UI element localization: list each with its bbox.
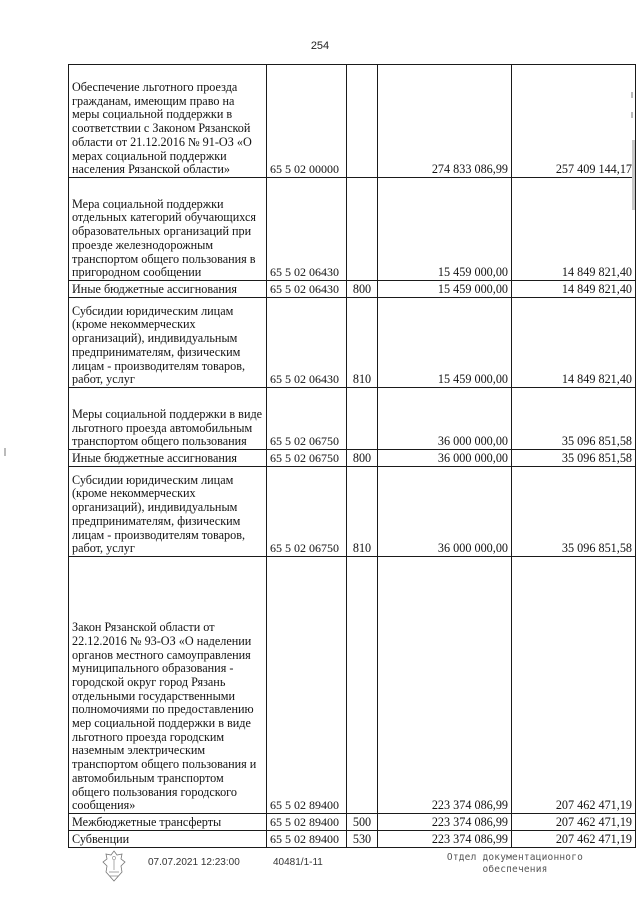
page-number: 254 (310, 40, 330, 52)
row-code: 65 5 02 06430 (267, 178, 347, 281)
department-stamp (430, 852, 600, 876)
row-exec: 35 096 851,58 (512, 450, 636, 467)
row-type: 500 (347, 814, 378, 831)
row-type: 810 (347, 298, 378, 388)
row-code: 65 5 02 00000 (267, 65, 347, 178)
row-code: 65 5 02 89400 (267, 557, 347, 814)
row-code: 65 5 02 06430 (267, 298, 347, 388)
table-row (69, 831, 636, 848)
row-exec: 35 096 851,58 (512, 467, 636, 557)
row-type: 800 (347, 450, 378, 467)
table-row (69, 814, 636, 831)
footer-datetime: 07.07.2021 12:23:00 (148, 857, 240, 868)
row-name: Субвенции (69, 831, 267, 848)
row-name: Субсидии юридическим лицам (кроме некоммерческих организаций), индивидуальным предпринимателям, физическим лицам - производителям товаров, работ, услуг (69, 467, 267, 557)
row-plan: 274 833 086,99 (378, 65, 512, 178)
row-type (347, 388, 378, 450)
row-plan: 36 000 000,00 (378, 467, 512, 557)
row-type: 810 (347, 467, 378, 557)
scan-edge-mark (4, 448, 6, 456)
row-plan: 15 459 000,00 (378, 178, 512, 281)
row-exec: 35 096 851,58 (512, 388, 636, 450)
scan-edge-mark (631, 92, 633, 98)
row-plan: 15 459 000,00 (378, 281, 512, 298)
table-row (69, 281, 636, 298)
row-code: 65 5 02 89400 (267, 814, 347, 831)
row-name: Субсидии юридическим лицам (кроме некоммерческих организаций), индивидуальным предпринимателям, физическим лицам - производителям товаров, работ, услуг (69, 298, 267, 388)
row-name: Меры социальной поддержки в виде льготного проезда автомобильным транспортом общего пользования (69, 388, 267, 450)
row-name: Иные бюджетные ассигнования (69, 450, 267, 467)
row-plan: 223 374 086,99 (378, 557, 512, 814)
row-exec: 207 462 471,19 (512, 557, 636, 814)
row-name: Мера социальной поддержки отдельных категорий обучающихся образовательных организаций при проезде железнодорожным транспортом общего пользования в пригородном сообщении (69, 178, 267, 281)
row-exec: 207 462 471,19 (512, 831, 636, 848)
row-plan: 223 374 086,99 (378, 831, 512, 848)
row-exec: 14 849 821,40 (512, 178, 636, 281)
row-exec: 14 849 821,40 (512, 298, 636, 388)
row-plan: 36 000 000,00 (378, 450, 512, 467)
row-code: 65 5 02 89400 (267, 831, 347, 848)
table-row (69, 557, 636, 814)
row-code: 65 5 02 06750 (267, 450, 347, 467)
table-row (69, 298, 636, 388)
scan-edge-mark (631, 112, 633, 118)
budget-table (68, 64, 636, 848)
row-exec: 257 409 144,17 (512, 65, 636, 178)
row-plan: 223 374 086,99 (378, 814, 512, 831)
stamp-line: Отдел документационного (446, 852, 584, 863)
row-type (347, 65, 378, 178)
row-name: Обеспечение льготного проезда гражданам, имеющим право на меры социальной поддержки в соответствии с Законом Рязанской области от 21.12.2016 № 91-ОЗ «О мерах социальной поддержки населения Рязанской области» (69, 65, 267, 178)
table-row (69, 388, 636, 450)
row-code: 65 5 02 06750 (267, 467, 347, 557)
footer-doc-id: 40481/1-11 (273, 857, 323, 868)
row-plan: 15 459 000,00 (378, 298, 512, 388)
row-name: Межбюджетные трансферты (69, 814, 267, 831)
row-exec: 14 849 821,40 (512, 281, 636, 298)
scan-edge-mark (632, 140, 635, 210)
row-exec: 207 462 471,19 (512, 814, 636, 831)
stamp-line: обеспечения (482, 864, 548, 875)
row-code: 65 5 02 06750 (267, 388, 347, 450)
row-name: Закон Рязанской области от 22.12.2016 № 93-ОЗ «О наделении органов местного самоуправления муниципального образования - городской округ город Рязань отдельными государственными полномочиями по предоставлению мер социальной поддержки в виде льготного проезда городским наземным электрическим транспортом общего пользования и автомобильным транспортом общего пользования городского сообщения» (69, 557, 267, 814)
row-code: 65 5 02 06430 (267, 281, 347, 298)
table-row (69, 467, 636, 557)
row-type: 800 (347, 281, 378, 298)
table-row (69, 178, 636, 281)
row-type: 530 (347, 831, 378, 848)
row-type (347, 557, 378, 814)
row-plan: 36 000 000,00 (378, 388, 512, 450)
table-row (69, 450, 636, 467)
table-row (69, 65, 636, 178)
row-name: Иные бюджетные ассигнования (69, 281, 267, 298)
emblem-icon (100, 848, 128, 884)
row-type (347, 178, 378, 281)
